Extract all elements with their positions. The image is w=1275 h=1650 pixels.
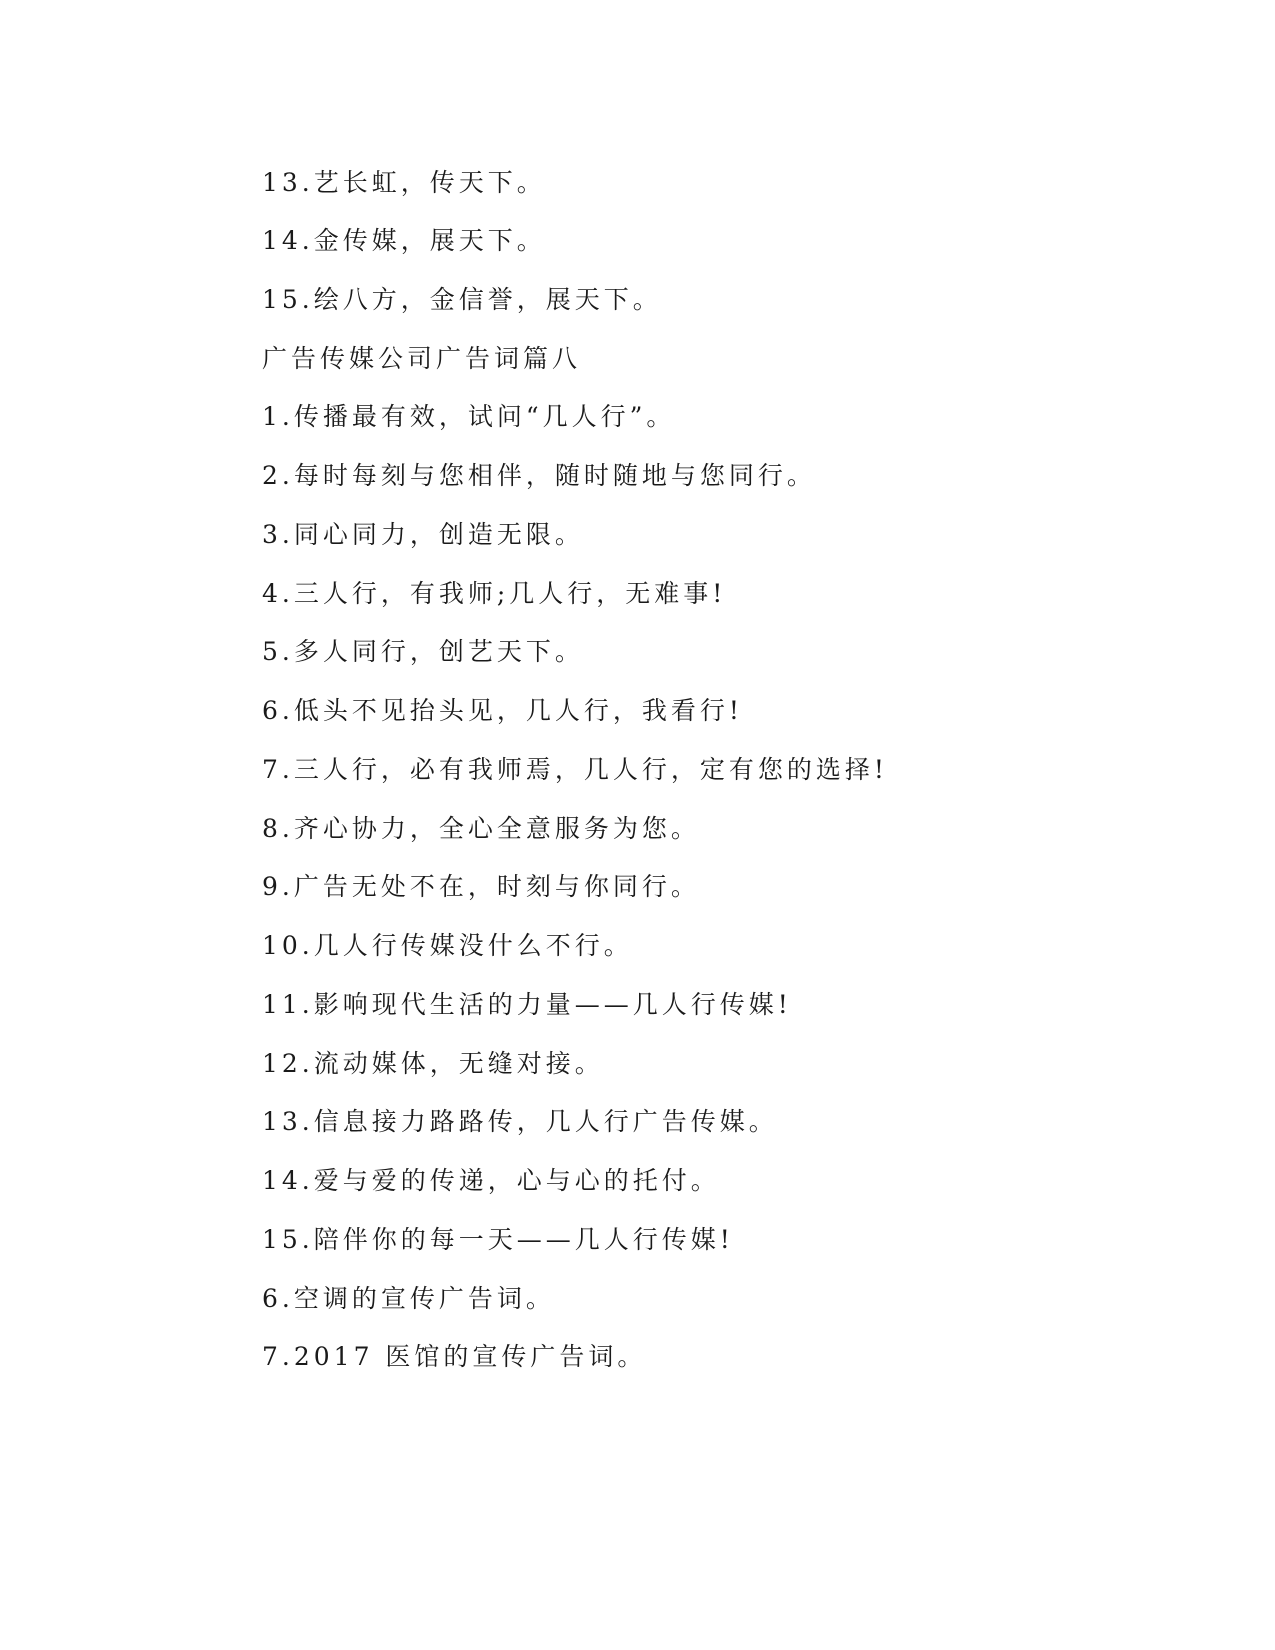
list-item: 6.空调的宣传广告词。 xyxy=(262,1284,555,1313)
list-item: 14.爱与爱的传递，心与心的托付。 xyxy=(262,1166,720,1195)
list-item: 6.低头不见抬头见，几人行，我看行! xyxy=(262,696,743,725)
list-item: 1.传播最有效，试问“几人行”。 xyxy=(262,402,676,431)
list-item: 11.影响现代生活的力量——几人行传媒! xyxy=(262,990,792,1019)
list-item: 8.齐心协力，全心全意服务为您。 xyxy=(262,814,700,843)
list-item: 7.2017 医馆的宣传广告词。 xyxy=(262,1342,647,1371)
list-item: 9.广告无处不在，时刻与你同行。 xyxy=(262,872,700,901)
list-item: 2.每时每刻与您相伴，随时随地与您同行。 xyxy=(262,461,816,490)
list-item: 5.多人同行，创艺天下。 xyxy=(262,637,584,666)
list-item: 13.艺长虹，传天下。 xyxy=(262,168,546,197)
list-item: 15.陪伴你的每一天——几人行传媒! xyxy=(262,1225,734,1254)
list-item: 12.流动媒体，无缝对接。 xyxy=(262,1049,604,1078)
list-item: 10.几人行传媒没什么不行。 xyxy=(262,931,633,960)
list-item: 7.三人行，必有我师焉，几人行，定有您的选择! xyxy=(262,755,888,784)
list-item: 15.绘八方，金信誉，展天下。 xyxy=(262,285,662,314)
list-item: 3.同心同力，创造无限。 xyxy=(262,520,584,549)
list-item: 4.三人行，有我师;几人行，无难事! xyxy=(262,579,727,608)
section-heading: 广告传媒公司广告词篇八 xyxy=(262,344,582,373)
list-item: 13.信息接力路路传，几人行广告传媒。 xyxy=(262,1107,778,1136)
list-item: 14.金传媒，展天下。 xyxy=(262,226,546,255)
